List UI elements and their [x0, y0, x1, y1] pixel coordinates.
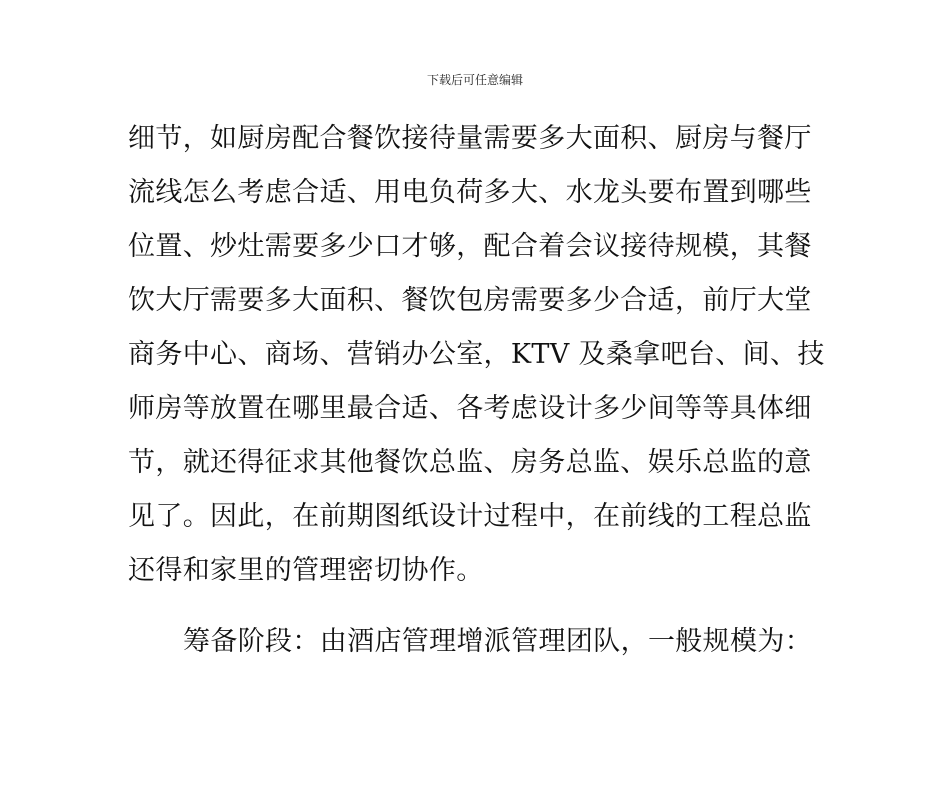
- paragraph-2: 筹备阶段：由酒店管理增派管理团队，一般规模为：: [183, 626, 813, 657]
- paragraph-line: 师房等放置在哪里最合适、各考虑设计多少间等等具体细: [128, 393, 812, 424]
- paragraph-line: 流线怎么考虑合适、用电负荷多大、水龙头要布置到哪些: [128, 177, 812, 208]
- paragraph-line: 位置、炒灶需要多少口才够，配合着会议接待规模，其餐: [128, 231, 812, 262]
- paragraph-line: 商务中心、商场、营销办公室，KTV 及桑拿吧台、间、技: [128, 339, 825, 370]
- page-header: 下载后可任意编辑: [426, 73, 523, 87]
- paragraph-line: 见了。因此，在前期图纸设计过程中，在前线的工程总监: [128, 501, 812, 532]
- paragraph-line: 节，就还得征求其他餐饮总监、房务总监、娱乐总监的意: [128, 447, 812, 478]
- paragraph-line: 饮大厅需要多大面积、餐饮包房需要多少合适，前厅大堂: [128, 285, 812, 316]
- paragraph-1: [128, 112, 828, 598]
- paragraph-line: 还得和家里的管理密切协作。: [128, 555, 484, 586]
- paragraph-line: 细节，如厨房配合餐饮接待量需要多大面积、厨房与餐厅: [128, 123, 812, 154]
